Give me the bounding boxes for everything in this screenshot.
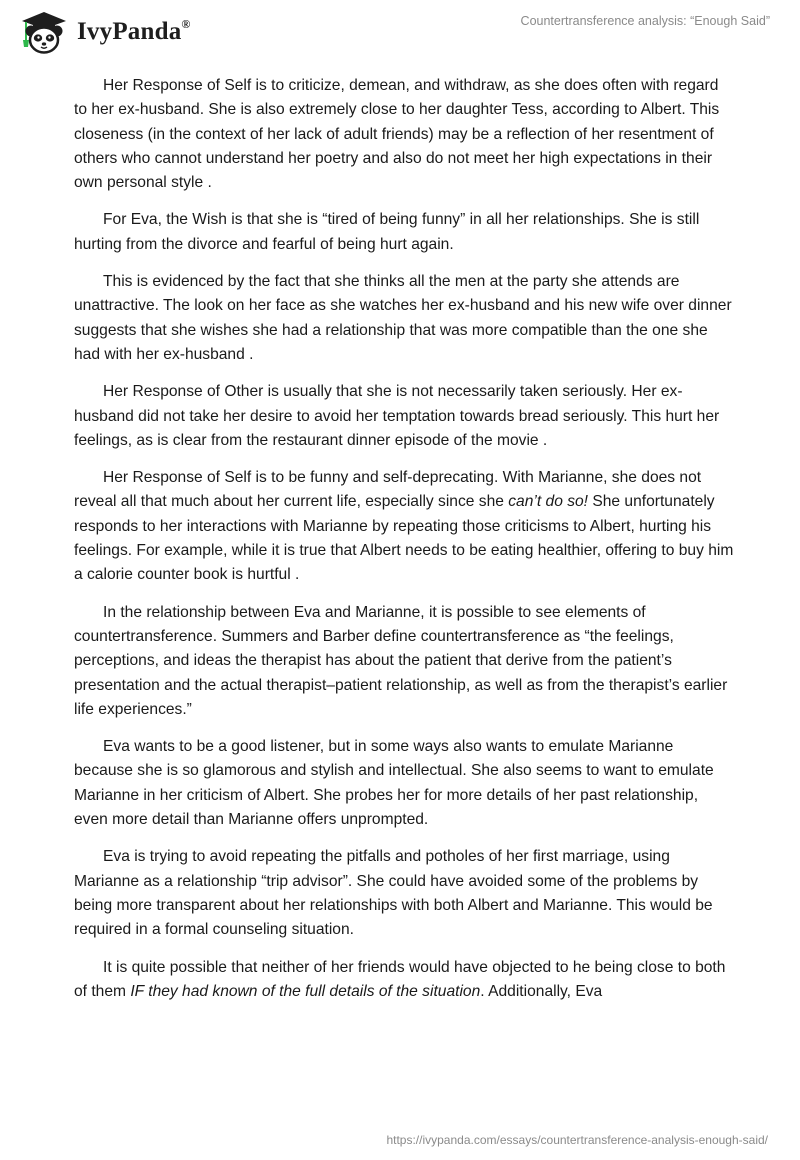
source-url[interactable]: https://ivypanda.com/essays/countertransference-analysis-enough-said/ — [386, 1133, 768, 1147]
ivypanda-logo[interactable] — [16, 9, 191, 55]
document-title: Countertransference analysis: “Enough Said” — [520, 14, 770, 28]
italic-phrase: can’t do so! — [508, 493, 589, 511]
page-header — [0, 0, 800, 70]
paragraph: This is evidenced by the fact that she thinks all the men at the party she attends are unattractive. The look on her face as she watches her ex-husband and his new wife over dinner suggests that she wishes she had a relationship that was more compatible than the one she had with her ex-husband . — [74, 273, 732, 363]
panda-graduate-icon — [16, 9, 72, 55]
paragraph: Eva wants to be a good listener, but in some ways also wants to emulate Marianne because she is so glamorous and stylish and intellectual. She also seems to want to emulate Marianne in her criticism of Albert. She probes her for more details of her past relationship, even more detail than Marianne offers unprompted. — [74, 738, 714, 829]
paragraph — [74, 466, 734, 587]
paragraph-text: . Additionally, Eva — [480, 982, 603, 1000]
brand-name: IvyPanda® — [77, 16, 191, 45]
paragraph: For Eva, the Wish is that she is “tired of being funny” in all her relationships. She is still hurting from the divorce and fearful of being hurt again. — [74, 211, 700, 253]
paragraph-text: It is quite possible that neither of her friends would have objected to he being close to both of them — [74, 958, 726, 1000]
italic-phrase: IF they had known of the full details of the situation — [130, 982, 481, 1000]
paragraph: In the relationship between Eva and Marianne, it is possible to see elements of countertransference. Summers and Barber define countertransference as “the feelings, perceptions, and ideas the therapist has about the patient that derive from the patient’s presentation and the actual therapist–patient relationship, as well as from the therapist’s earlier life experiences.” — [74, 603, 728, 718]
paragraph — [74, 956, 734, 1005]
paragraph: Her Response of Self is to criticize, demean, and withdraw, as she does often with regard to her ex-husband. She is also extremely close to her daughter Tess, according to Albert. This closeness (in the context of her lack of adult friends) may be a reflection of her resentment of others who cannot understand her poetry and also do not meet her high expectations in their own personal style . — [74, 77, 720, 192]
paragraph: Her Response of Other is usually that she is not necessarily taken seriously. Her ex-husband did not take her desire to avoid her temptation towards bread seriously. This hurt her feelings, as is clear from the restaurant dinner episode of the movie . — [74, 383, 720, 449]
paragraph-text: She unfortunately responds to her interactions with Marianne by repeating those criticisms to Albert, hurting his feelings. For example, while it is true that Albert needs to be eating healthier, offering to buy him a calorie counter book is hurtful . — [74, 493, 734, 584]
essay-body — [74, 74, 734, 1017]
paragraph-text: Her Response of Self is to be funny and self-deprecating. With Marianne, she does not reveal all that much about her current life, especially since she — [74, 469, 702, 511]
paragraph: Eva is trying to avoid repeating the pitfalls and potholes of her first marriage, using Marianne as a relationship “trip advisor”. She could have avoided some of the problems by being more transparent about her relationships with both Albert and Marianne. This would be required in a formal counseling situation. — [74, 848, 713, 939]
